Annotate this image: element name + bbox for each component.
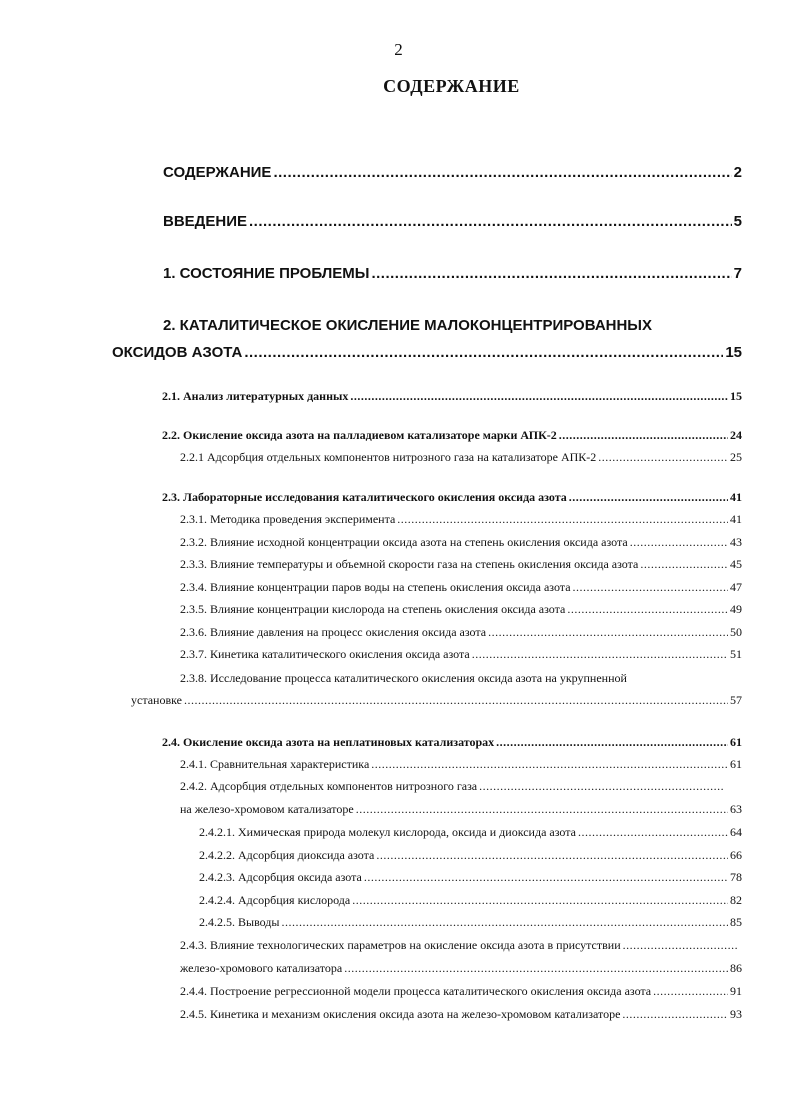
toc-entry-title: 2.3.3. Влияние температуры и объемной скорости газа на степень окисления оксида азота xyxy=(180,557,639,571)
toc-entry-title: 2.4.2.3. Адсорбция оксида азота xyxy=(199,870,362,884)
toc-entry-title: 2.4.4. Построение регрессионной модели процесса каталитического окисления оксида азота xyxy=(180,984,652,998)
toc-entry-title: СОДЕРЖАНИЕ xyxy=(163,164,272,181)
toc-entry-2-4-2-4[interactable] xyxy=(199,893,742,908)
page-number: 2 xyxy=(394,40,403,59)
toc-entry-2-4-2[interactable] xyxy=(180,802,742,817)
toc-entry-page: 41 xyxy=(730,512,742,526)
toc-entry-2-3-1[interactable] xyxy=(180,512,742,527)
toc-entry-2-4-2-5[interactable] xyxy=(199,915,742,930)
toc-entry-title: 2.4.1. Сравнительная характеристика xyxy=(180,757,370,771)
page-title: СОДЕРЖАНИЕ xyxy=(383,76,520,96)
toc-entry-page: 86 xyxy=(730,961,742,975)
toc-entry-page: 15 xyxy=(725,344,742,361)
toc-entry-2-2[interactable] xyxy=(162,428,742,443)
toc-entry-page: 25 xyxy=(730,450,742,464)
toc-entry-page: 43 xyxy=(730,535,742,549)
toc-entry-2-1[interactable] xyxy=(162,389,742,404)
toc-entry-2-3-3[interactable] xyxy=(180,557,742,572)
toc-entry-page: 2 xyxy=(733,164,742,181)
toc-entry-2-4-3-line1[interactable] xyxy=(180,938,740,953)
toc-entry-2-4-2-3[interactable] xyxy=(199,870,742,885)
toc-entry-title: 2.3.7. Кинетика каталитического окисления оксида азота xyxy=(180,647,470,661)
toc-entry-title: 2.4.3. Влияние технологических параметров на окисление оксида азота в присутствии xyxy=(180,938,621,952)
toc-entry-2-4-3[interactable] xyxy=(180,961,742,976)
toc-entry-title: 1. СОСТОЯНИЕ ПРОБЛЕМЫ xyxy=(163,265,370,282)
toc-entry-2-3-4[interactable] xyxy=(180,580,742,595)
toc-entry-page: 93 xyxy=(730,1007,742,1021)
toc-entry-title: железо-хромового катализатора xyxy=(180,961,343,975)
toc-entry-2-3-8-line1[interactable]: 2.3.8. Исследование процесса каталитического окисления оксида азота на укрупненной xyxy=(180,671,627,685)
toc-entry-page: 78 xyxy=(730,870,742,884)
toc-entry-page: 63 xyxy=(730,802,742,816)
toc-entry-page: 15 xyxy=(730,389,742,403)
toc-entry-2-3-2[interactable] xyxy=(180,535,742,550)
toc-entry-2-4-2-line1[interactable] xyxy=(180,779,725,794)
toc-entry-title: 2.4.2.5. Выводы xyxy=(199,915,280,929)
toc-entry-title: ВВЕДЕНИЕ xyxy=(163,213,247,230)
toc-entry-2-4-2-1[interactable] xyxy=(199,825,742,840)
toc-entry-title: 2.4.2. Адсорбция отдельных компонентов нитрозного газа xyxy=(180,779,478,793)
toc-entry-title: 2.3.1. Методика проведения эксперимента xyxy=(180,512,396,526)
toc-entry-page: 61 xyxy=(730,757,742,771)
toc-entry-2-4-4[interactable] xyxy=(180,984,742,999)
toc-entry-chapter-2[interactable] xyxy=(112,344,742,361)
toc-entry-title: 2.4. Окисление оксида азота на неплатиновых катализаторах xyxy=(162,735,495,749)
toc-entry-title: 2.3.4. Влияние концентрации паров воды на степень окисления оксида азота xyxy=(180,580,571,594)
toc-entry-page: 50 xyxy=(730,625,742,639)
toc-entry-title: установке xyxy=(131,693,182,707)
toc-entry-page: 82 xyxy=(730,893,742,907)
toc-entry-page: 7 xyxy=(733,265,742,282)
toc-entry-contents[interactable] xyxy=(163,164,742,181)
toc-entry-page: 57 xyxy=(730,693,742,707)
toc-entry-title: на железо-хромовом катализаторе xyxy=(180,802,354,816)
toc-entry-title: 2.4.5. Кинетика и механизм окисления оксида азота на железо-хромовом катализаторе xyxy=(180,1007,621,1021)
toc-entry-2-3[interactable] xyxy=(162,490,742,505)
toc-entry-page: 24 xyxy=(730,428,742,442)
toc-entry-title: 2.2. Окисление оксида азота на палладиевом катализаторе марки АПК-2 xyxy=(162,428,557,442)
toc-entry-page: 49 xyxy=(730,602,742,616)
toc-entry-page: 64 xyxy=(730,825,742,839)
toc-entry-chapter-1[interactable] xyxy=(163,265,742,282)
toc-entry-2-4[interactable] xyxy=(162,735,742,750)
toc-entry-2-3-8[interactable] xyxy=(131,693,742,708)
toc-entry-title: 2.4.2.2. Адсорбция диоксида азота xyxy=(199,848,375,862)
toc-entry-page: 41 xyxy=(730,490,742,504)
toc-entry-introduction[interactable] xyxy=(163,213,742,230)
toc-entry-2-3-7[interactable] xyxy=(180,647,742,662)
toc-entry-page: 5 xyxy=(733,213,742,230)
toc-entry-title: 2.3. Лабораторные исследования каталитического окисления оксида азота xyxy=(162,490,567,504)
toc-entry-title: 2.3.6. Влияние давления на процесс окисления оксида азота xyxy=(180,625,487,639)
toc-entry-page: 61 xyxy=(730,735,742,749)
toc-entry-2-4-1[interactable] xyxy=(180,757,742,772)
toc-entry-title: 2.1. Анализ литературных данных xyxy=(162,389,349,403)
toc-entry-2-3-5[interactable] xyxy=(180,602,742,617)
toc-entry-title: 2.4.2.1. Химическая природа молекул кислорода, оксида и диоксида азота xyxy=(199,825,576,839)
toc-entry-page: 45 xyxy=(730,557,742,571)
toc-entry-2-3-6[interactable] xyxy=(180,625,742,640)
toc-entry-page: 51 xyxy=(730,647,742,661)
toc-entry-title: 2.4.2.4. Адсорбция кислорода xyxy=(199,893,351,907)
toc-entry-title: ОКСИДОВ АЗОТА xyxy=(112,344,243,361)
toc-entry-page: 47 xyxy=(730,580,742,594)
toc-entry-2-2-1[interactable] xyxy=(180,450,742,465)
toc-entry-page: 85 xyxy=(730,915,742,929)
toc-entry-title: 2.3.2. Влияние исходной концентрации оксида азота на степень окисления оксида азота xyxy=(180,535,628,549)
toc-entry-title: 2.3.5. Влияние концентрации кислорода на степень окисления оксида азота xyxy=(180,602,566,616)
toc-entry-chapter-2-line1[interactable]: 2. КАТАЛИТИЧЕСКОЕ ОКИСЛЕНИЕ МАЛОКОНЦЕНТРИРОВАННЫХ xyxy=(163,317,653,334)
toc-entry-title: 2.2.1 Адсорбция отдельных компонентов нитрозного газа на катализаторе АПК-2 xyxy=(180,450,597,464)
toc-entry-2-4-2-2[interactable] xyxy=(199,848,742,863)
toc-entry-page: 66 xyxy=(730,848,742,862)
toc-entry-2-4-5[interactable] xyxy=(180,1007,742,1022)
toc-entry-page: 91 xyxy=(730,984,742,998)
